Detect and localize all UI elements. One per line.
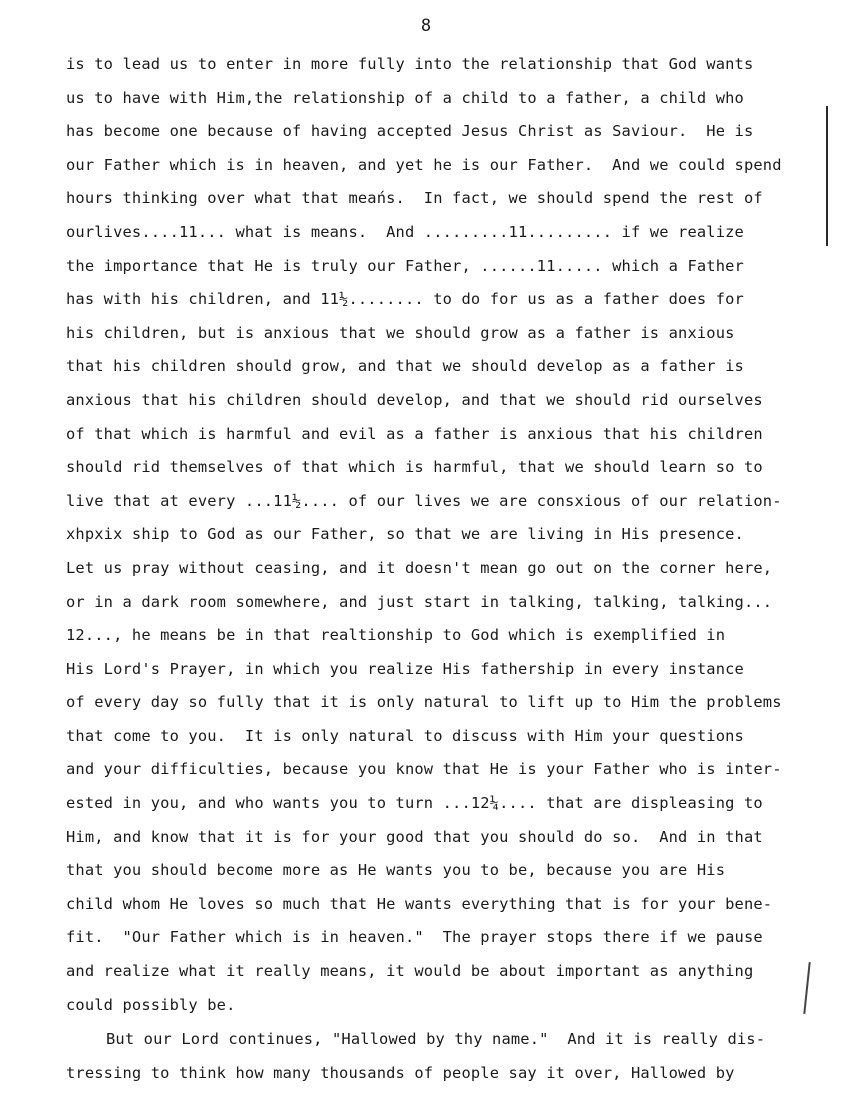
- text-line: hours thinking over what that meańs. In fact, we should spend the rest of: [66, 189, 763, 208]
- page-number: 8: [420, 16, 432, 36]
- text-line: or in a dark room somewhere, and just start in talking, talking, talking...: [66, 592, 773, 611]
- text-line: ested in you, and who wants you to turn ...12¼.... that are displeasing to: [66, 794, 763, 813]
- typewritten-body: [66, 48, 846, 1090]
- text-line: our Father which is in heaven, and yet he is our Father. And we could spend: [66, 155, 782, 174]
- text-line-paragraph-start: But our Lord continues, "Hallowed by thy name." And it is really dis-: [106, 1030, 766, 1049]
- text-line: that come to you. It is only natural to discuss with Him your questions: [66, 726, 744, 745]
- text-line: His Lord's Prayer, in which you realize His fathership in every instance: [66, 659, 744, 678]
- text-line: ourlives....11... what is means. And .........11......... if we realize: [66, 222, 744, 241]
- text-line: should rid themselves of that which is harmful, that we should learn so to: [66, 458, 763, 477]
- text-line: anxious that his children should develop, and that we should rid ourselves: [66, 390, 763, 409]
- text-line: child whom He loves so much that He wants everything that is for your bene-: [66, 894, 773, 913]
- text-line: Let us pray without ceasing, and it doesn't mean go out on the corner here,: [66, 558, 773, 577]
- text-line: has with his children, and 11½........ to do for us as a father does for: [66, 290, 744, 309]
- text-line: that you should become more as He wants you to be, because you are His: [66, 861, 726, 880]
- text-line: xhpxix ship to God as our Father, so that we are living in His presence.: [66, 525, 744, 544]
- text-line: live that at every ...11½.... of our lives we are consxious of our relation-: [66, 491, 782, 510]
- text-line: and your difficulties, because you know that He is your Father who is inter-: [66, 760, 782, 779]
- text-line: Him, and know that it is for your good that you should do so. And in that: [66, 827, 763, 846]
- text-line: the importance that He is truly our Father, ......11..... which a Father: [66, 256, 744, 275]
- text-line: of that which is harmful and evil as a father is anxious that his children: [66, 424, 763, 443]
- text-line: that his children should grow, and that we should develop as a father is: [66, 357, 744, 376]
- text-line: his children, but is anxious that we should grow as a father is anxious: [66, 323, 735, 342]
- text-line: fit. "Our Father which is in heaven." The prayer stops there if we pause: [66, 928, 763, 947]
- text-line: of every day so fully that it is only natural to lift up to Him the problems: [66, 693, 782, 712]
- text-line: could possibly be.: [66, 995, 236, 1014]
- text-line: tressing to think how many thousands of people say it over, Hallowed by: [66, 1063, 735, 1082]
- text-line: and realize what it really means, it would be about important as anything: [66, 962, 754, 981]
- text-line: us to have with Him,the relationship of a child to a father, a child who: [66, 88, 744, 107]
- text-line: 12..., he means be in that realtionship to God which is exemplified in: [66, 626, 726, 645]
- text-line: is to lead us to enter in more fully into the relationship that God wants: [66, 55, 754, 73]
- text-line: has become one because of having accepted Jesus Christ as Saviour. He is: [66, 122, 754, 141]
